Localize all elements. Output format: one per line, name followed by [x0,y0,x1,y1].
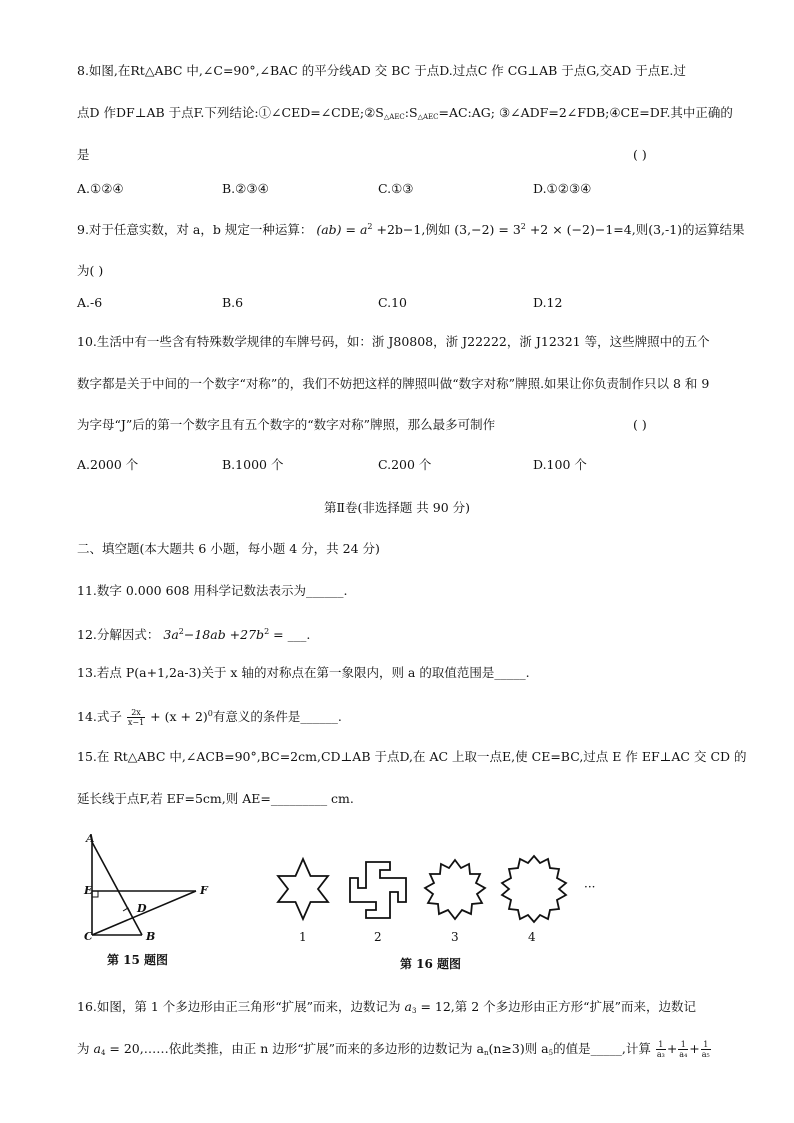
q10-option-b: B.1000 个 [222,457,284,472]
q16-a3-val: = 12, [416,999,455,1014]
fig16-number-1: 1 [299,930,307,944]
q9-line1-a: 9.对于任意实数，对 a，b 规定一种运算： [77,222,313,237]
q12-formula-c: = [269,627,288,642]
q16-a4-sub: 4 [100,1049,106,1057]
q12-blank: ___. [287,627,311,642]
q9-option-d: D.12 [533,295,563,310]
q8-line3: 是 [77,147,90,162]
part2-heading: 二、填空题(本大题共 6 小题，每小题 4 分，共 24 分) [77,541,380,556]
q16-frac-1-den: a₃ [656,1050,665,1059]
q16-frac-2-den: a₄ [679,1050,688,1059]
q9-sup-a: 2 [367,222,373,231]
q14-line [77,705,342,727]
q16-frac-1-num: 1 [656,1040,666,1050]
q14-prefix: 14.式子 [77,709,122,724]
q12-sup-b: 2 [264,627,270,636]
q16-line1-b: 第 2 个多边形由正方形“扩展”而来，边数记 [454,999,696,1014]
q12-line [77,623,310,644]
q10-line3: 为字母“J”后的第一个数字且有五个数字的“数字对称”牌照，那么最多可制作 [77,417,496,432]
section-title: 第Ⅱ卷(非选择题 共 90 分) [323,500,471,515]
fig15-caption: 第 15 题图 [107,953,169,967]
q16-a4: a [93,1041,101,1056]
fig15-label-f: F [200,884,208,897]
q10-option-c: C.200 个 [378,457,432,472]
fig15-label-e: E [84,884,93,897]
q16-line2-b: ……依此类推，由正 n 边形“扩展”而来的多边形的边数记为 a [143,1041,484,1056]
q8-sub1: △AEC [383,113,405,121]
q16-frac-3-den: a₅ [701,1050,710,1059]
q16-frac-1 [656,1040,666,1059]
q14-frac-den: x−1 [127,718,145,727]
q9-option-b: B.6 [222,295,244,310]
q16-line2 [77,1040,712,1062]
q15-line1: 15.在 Rt△ABC 中,∠ACB=90°,BC=2cm,CD⊥AB 于点D,在 AC 上取一点E,使 CE=BC,过点 E 作 EF⊥AC 交 CD 的 [77,749,747,764]
q16-an-sub: n [483,1049,489,1057]
q12-formula-a: 3a [163,627,179,642]
q15-line2: 延长线于点F,若 EF=5cm,则 AE=_________ cm. [77,791,354,806]
q16-line1-a: 16.如图，第 1 个多边形由正三角形“扩展”而来，边数记为 [77,999,401,1014]
fig15-label-c: C [84,930,93,943]
q10-line2: 数字都是关于中间的一个数字“对称”的，我们不妨把这样的牌照叫做“数字对称”牌照.如果让你负责制作只以 8 和 9 [77,376,710,391]
q9-formula-tail: +2b−1, [372,222,426,237]
q16-a3-sub: 3 [412,1007,417,1015]
q13-line: 13.若点 P(a+1,2a-3)关于 x 轴的对称点在第一象限内，则 a 的取值范围是_____. [77,665,530,680]
q8-line2 [77,104,733,126]
fig15-triangle-figure [80,830,220,945]
q14-sup0: 0 [207,709,213,718]
fig16-number-2: 2 [374,930,382,944]
q8-line2-a: 点D 作DF⊥AB 于点F.下列结论:①∠CED=∠CDE;②S [77,105,384,120]
fig16-pentagon-expanded-shape [420,856,490,926]
q14-suffix: 有意义的条件是______. [212,709,342,724]
q16-frac-2-num: 1 [678,1040,688,1050]
fig16-hexagram-shape [270,856,336,922]
q12-sup-a: 2 [178,627,184,636]
fig16-caption: 第 16 题图 [400,957,462,971]
q10-answer-paren: ( ) [633,417,647,432]
fig16-cross-shape [344,856,412,924]
fig15-label-b: B [146,930,156,943]
q8-option-a: A.①②④ [77,181,124,196]
q16-a5-sub: 5 [548,1049,554,1057]
q14-mid: + (x + 2) [146,709,208,724]
q9-line1 [77,218,745,239]
fig15-label-a: A [86,832,95,845]
q9-example: 例如 (3,−2) = 3 [425,222,521,237]
q9-formula-def: (ab) = a [316,222,368,237]
fig16-number-3: 3 [451,930,459,944]
q14-frac-num: 2x [127,708,145,718]
q14-fraction [127,708,145,727]
q12-prefix: 12.分解因式： [77,627,160,642]
q9-line2: 为( ) [77,263,104,278]
q11-line: 11.数字 0.000 608 用科学记数法表示为______. [77,583,348,598]
q16-frac-3 [701,1040,711,1059]
q9-sup-b: 2 [520,222,526,231]
q8-sub2: △AEC [417,113,439,121]
q8-line2-b: :S [404,105,418,120]
fig16-hexagon-expanded-shape [497,852,571,926]
q16-a4-val: = 20, [105,1041,144,1056]
q9-line1-b: 则(3,-1)的运算结果 [635,222,745,237]
q16-a3: a [404,999,412,1014]
q16-frac-3-num: 1 [701,1040,711,1050]
q12-formula-b: −18ab +27b [183,627,265,642]
q16-plus-2: + [689,1041,700,1056]
q16-line2-a: 为 [77,1041,90,1056]
q8-option-d: D.①②③④ [533,181,592,196]
q8-answer-paren: ( ) [633,147,647,162]
q8-option-c: C.①③ [378,181,414,196]
fig16-ellipsis: ··· [584,880,596,894]
q9-option-c: C.10 [378,295,407,310]
q16-line2-d: 的值是_____,计算 [553,1041,651,1056]
q10-option-a: A.2000 个 [77,457,139,472]
q8-line1: 8.如图,在Rt△ABC 中,∠C=90°,∠BAC 的平分线AD 交 BC 于点D.过点C 作 CG⊥AB 于点G,交AD 于点E.过 [77,63,686,78]
q10-line1: 10.生活中有一些含有特殊数学规律的车牌号码，如：浙 J80808，浙 J22222，浙 J12321 等，这些牌照中的五个 [77,334,710,349]
q16-plus-1: + [666,1041,678,1056]
q16-frac-2 [678,1040,688,1059]
q9-example-tail: +2 × (−2)−1=4, [525,222,636,237]
q8-option-b: B.②③④ [222,181,269,196]
q16-line1 [77,998,696,1020]
q10-option-d: D.100 个 [533,457,587,472]
q16-line2-c: (n≥3)则 a [488,1041,549,1056]
fig15-label-d: D [137,902,147,915]
q8-line2-c: =AC:AG; ③∠ADF=2∠FDB;④CE=DF.其中正确的 [438,105,733,120]
fig16-number-4: 4 [528,930,536,944]
q9-option-a: A.-6 [77,295,103,310]
